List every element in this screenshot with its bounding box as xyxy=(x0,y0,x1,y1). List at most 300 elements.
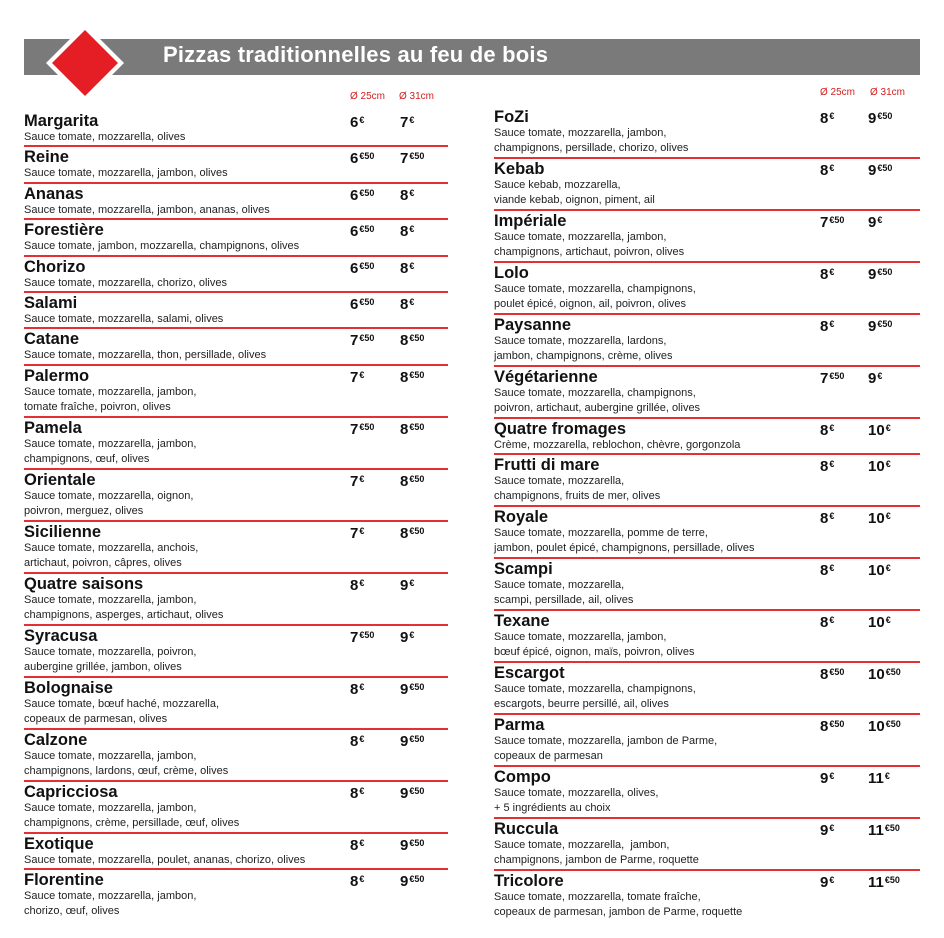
price-small xyxy=(820,510,834,528)
pizza-name: Scampi xyxy=(494,560,553,579)
price-small-euros: 8 xyxy=(820,510,829,528)
size-header-large-right: Ø 31cm xyxy=(870,87,906,98)
pizza-description: Crème, mozzarella, reblochon, chèvre, gorgonzola xyxy=(494,439,741,451)
pizza-description: Sauce tomate, mozzarella, champignons, poivron, artichaut, aubergine grillée, olives xyxy=(494,387,701,414)
pizza-description: Sauce tomate, mozzarella, jambon, champignons, jambon de Parme, roquette xyxy=(494,839,699,867)
price-small xyxy=(350,296,374,314)
price-large xyxy=(400,873,424,891)
menu-item xyxy=(24,111,448,147)
price-small-cents: € xyxy=(829,267,835,277)
price-large-euros: 9 xyxy=(400,836,409,854)
pizza-name: Quatre fromages xyxy=(494,420,627,438)
price-small-euros: 8 xyxy=(820,614,829,632)
price-large xyxy=(400,114,414,132)
price-large xyxy=(400,525,424,543)
pizza-name: Exotique xyxy=(24,834,94,853)
price-large-euros: 10 xyxy=(868,718,885,736)
price-small xyxy=(820,162,834,180)
menu-item xyxy=(24,257,448,293)
pizza-description: Sauce tomate, mozzarella, jambon, champignons, lardons, œuf, crème, olives xyxy=(24,749,229,777)
price-large-euros: 10 xyxy=(868,422,885,439)
price-large xyxy=(868,718,901,736)
price-large-euros: 8 xyxy=(400,259,409,277)
menu-item xyxy=(494,263,920,315)
pizza-name: Catane xyxy=(24,330,80,349)
menu-item xyxy=(24,678,448,730)
price-large xyxy=(400,421,424,439)
menu-item xyxy=(494,715,920,767)
price-small-cents: € xyxy=(359,681,365,692)
menu-item xyxy=(24,834,448,870)
pizza-name: Sicilienne xyxy=(24,522,102,541)
price-small xyxy=(820,318,834,336)
price-small-cents: € xyxy=(829,615,835,626)
price-large xyxy=(400,150,424,168)
menu-item xyxy=(24,366,448,418)
price-large xyxy=(868,458,891,476)
price-large xyxy=(868,562,891,580)
menu-item xyxy=(24,293,448,329)
price-large-euros: 9 xyxy=(868,370,877,387)
price-large xyxy=(868,874,900,892)
price-small-cents: €50 xyxy=(359,151,375,162)
price-small-euros: 8 xyxy=(350,873,359,891)
pizza-name: Chorizo xyxy=(24,257,86,276)
price-large-cents: € xyxy=(885,615,891,626)
pizza-description: Sauce tomate, mozzarella, oignon, poivron, merguez, olives xyxy=(24,489,194,517)
price-small xyxy=(820,110,834,128)
price-small xyxy=(350,681,364,699)
price-small-cents: € xyxy=(359,115,365,125)
price-large-euros: 9 xyxy=(868,110,877,127)
menu-item xyxy=(24,574,448,626)
pizza-description: Sauce tomate, mozzarella, jambon, bœuf épicé, oignon, maïs, poivron, olives xyxy=(494,631,695,659)
pizza-description: Sauce tomate, mozzarella, jambon, ananas, olives xyxy=(24,203,270,216)
price-small xyxy=(350,473,364,491)
menu-column-right xyxy=(494,107,920,923)
price-large-cents: €50 xyxy=(877,111,893,121)
menu-item xyxy=(24,522,448,574)
pizza-description: Sauce tomate, mozzarella, jambon, champignons, artichaut, poivron, olives xyxy=(494,231,685,258)
price-large-cents: € xyxy=(885,459,891,470)
price-small-euros: 7 xyxy=(350,368,359,386)
menu-item xyxy=(24,870,448,922)
price-large-cents: € xyxy=(409,187,415,198)
price-large-euros: 8 xyxy=(400,295,409,313)
price-small xyxy=(350,421,374,439)
price-large-cents: € xyxy=(884,771,890,782)
pizza-name: Végétarienne xyxy=(494,368,598,386)
price-small-cents: € xyxy=(829,163,835,173)
price-small-euros: 8 xyxy=(350,836,359,854)
menu-item xyxy=(494,559,920,611)
pizza-name: Kebab xyxy=(494,160,545,178)
price-small xyxy=(350,223,374,241)
menu-item xyxy=(24,220,448,256)
price-large-euros: 7 xyxy=(400,114,409,131)
size-header-large: Ø 31cm xyxy=(399,91,435,102)
price-small xyxy=(820,666,844,684)
price-small xyxy=(350,114,364,132)
price-large xyxy=(400,577,414,595)
pizza-description: Sauce tomate, mozzarella, olives, + 5 ingrédients au choix xyxy=(494,787,659,815)
menu-item xyxy=(24,418,448,470)
pizza-description: Sauce tomate, mozzarella, lardons, jambon, champignons, crème, olives xyxy=(494,335,673,362)
price-large-cents: € xyxy=(409,629,415,640)
price-large-cents: € xyxy=(885,563,891,574)
price-large xyxy=(400,681,424,699)
pizza-description: Sauce tomate, mozzarella, jambon, champignons, œuf, olives xyxy=(24,437,197,465)
price-small-cents: € xyxy=(829,111,835,121)
price-large xyxy=(868,822,900,840)
pizza-name: Ruccula xyxy=(494,820,559,839)
price-small-cents: €50 xyxy=(829,215,845,225)
price-small-euros: 7 xyxy=(820,214,829,231)
price-small-euros: 6 xyxy=(350,186,359,204)
page-title: Pizzas traditionnelles au feu de bois xyxy=(163,42,549,67)
price-large xyxy=(400,733,424,751)
price-small-cents: € xyxy=(829,875,835,886)
price-small xyxy=(350,369,364,387)
price-large-euros: 9 xyxy=(868,318,877,335)
pizza-name: Forestière xyxy=(24,221,104,240)
price-small-euros: 7 xyxy=(820,370,829,387)
pizza-name: Syracusa xyxy=(24,626,98,645)
price-large-cents: € xyxy=(409,224,415,235)
price-large-euros: 10 xyxy=(868,458,885,476)
menu-item xyxy=(24,470,448,522)
price-small-euros: 8 xyxy=(820,666,829,684)
pizza-description: Sauce tomate, mozzarella, tomate fraîche, copeaux de parmesan, jambon de Parme, roquette xyxy=(494,891,743,919)
price-large xyxy=(400,260,414,278)
price-large xyxy=(868,666,901,684)
price-small-cents: € xyxy=(359,473,365,484)
price-large xyxy=(400,473,424,491)
price-small-cents: €50 xyxy=(359,224,375,235)
price-small-cents: €50 xyxy=(359,187,375,198)
price-large-cents: €50 xyxy=(884,875,900,886)
pizza-name: Escargot xyxy=(494,664,565,683)
price-small-cents: € xyxy=(359,785,365,796)
price-small xyxy=(820,874,834,892)
price-small-cents: € xyxy=(829,771,835,782)
price-small-cents: € xyxy=(829,423,835,433)
price-large-euros: 7 xyxy=(400,150,409,168)
pizza-name: Reine xyxy=(24,148,69,167)
price-small-cents: €50 xyxy=(359,296,375,307)
pizza-description: Sauce tomate, mozzarella, anchois, artichaut, poivron, câpres, olives xyxy=(24,541,199,569)
price-large-cents: €50 xyxy=(877,163,893,173)
price-large-euros: 8 xyxy=(400,186,409,204)
price-small-euros: 6 xyxy=(350,223,359,241)
price-large xyxy=(868,510,891,528)
pizza-description: Sauce tomate, mozzarella, salami, olives xyxy=(24,312,224,325)
pizza-name: Quatre saisons xyxy=(24,574,144,593)
price-small xyxy=(350,785,364,803)
pizza-name: Orientale xyxy=(24,470,96,489)
price-large-cents: € xyxy=(885,511,891,522)
pizza-description: Sauce tomate, mozzarella, jambon, champignons, persillade, chorizo, olives xyxy=(494,127,689,154)
price-large xyxy=(400,296,414,314)
price-large xyxy=(400,369,424,387)
menu-item xyxy=(494,871,920,923)
menu-item xyxy=(24,184,448,220)
price-large xyxy=(400,223,414,241)
price-small xyxy=(820,562,834,580)
price-large-euros: 8 xyxy=(400,472,409,490)
menu-item xyxy=(494,419,920,455)
pizza-name: Tricolore xyxy=(494,872,564,891)
price-large-euros: 10 xyxy=(868,666,885,684)
price-large xyxy=(868,614,891,632)
price-small xyxy=(350,577,364,595)
price-large xyxy=(868,318,892,336)
price-small-euros: 8 xyxy=(820,266,829,283)
price-large-euros: 9 xyxy=(400,784,409,802)
price-large xyxy=(868,110,892,128)
pizza-name: Texane xyxy=(494,612,550,631)
pizza-description: Sauce tomate, mozzarella, scampi, persillade, ail, olives xyxy=(494,579,634,607)
price-small-euros: 6 xyxy=(350,259,359,277)
pizza-description: Sauce tomate, mozzarella, pomme de terre, jambon, poulet épicé, champignons, persillade, olives xyxy=(494,527,755,555)
pizza-name: Royale xyxy=(494,508,549,527)
price-small-cents: €50 xyxy=(359,333,375,344)
price-small xyxy=(350,733,364,751)
pizza-description: Sauce tomate, mozzarella, jambon, tomate fraîche, poivron, olives xyxy=(24,385,197,413)
price-large-cents: €50 xyxy=(409,151,425,162)
price-large-euros: 9 xyxy=(400,576,409,594)
menu-item xyxy=(24,626,448,678)
price-large xyxy=(400,187,414,205)
price-small-euros: 8 xyxy=(350,784,359,802)
price-small xyxy=(820,822,834,840)
price-large-cents: €50 xyxy=(409,874,425,885)
pizza-description: Sauce tomate, mozzarella, champignons, poulet épicé, oignon, ail, poivron, olives xyxy=(494,283,696,310)
price-small xyxy=(820,214,844,232)
menu-item xyxy=(494,367,920,419)
price-small-cents: €50 xyxy=(359,629,375,640)
price-large-cents: €50 xyxy=(885,719,901,730)
price-large-euros: 9 xyxy=(400,732,409,750)
pizza-name: Frutti di mare xyxy=(494,456,600,475)
menu-item xyxy=(494,107,920,159)
price-small xyxy=(820,422,834,440)
price-large-euros: 9 xyxy=(400,628,409,646)
price-small xyxy=(820,770,834,788)
price-large-cents: €50 xyxy=(409,837,425,848)
menu-item xyxy=(494,611,920,663)
price-large-cents: €50 xyxy=(885,667,901,678)
price-large xyxy=(868,266,892,284)
price-small-euros: 9 xyxy=(820,874,829,892)
price-large-euros: 9 xyxy=(868,162,877,179)
menu-item xyxy=(494,767,920,819)
price-small-cents: €50 xyxy=(829,719,845,730)
price-large-euros: 11 xyxy=(868,822,884,840)
price-small xyxy=(350,525,364,543)
price-large-cents: €50 xyxy=(409,525,425,536)
price-large xyxy=(868,770,890,788)
price-small-euros: 6 xyxy=(350,150,359,168)
price-large-euros: 9 xyxy=(400,873,409,891)
price-small-euros: 8 xyxy=(820,562,829,580)
price-small-euros: 7 xyxy=(350,332,359,350)
price-small xyxy=(350,332,374,350)
price-large-cents: €50 xyxy=(409,785,425,796)
pizza-name: Florentine xyxy=(24,871,104,890)
price-large xyxy=(868,370,882,388)
price-small-euros: 8 xyxy=(820,162,829,179)
price-small-cents: €50 xyxy=(359,421,375,432)
pizza-name: Pamela xyxy=(24,418,82,437)
price-large-euros: 8 xyxy=(400,524,409,542)
pizza-name: Impériale xyxy=(494,212,567,230)
price-large-cents: €50 xyxy=(409,369,425,380)
pizza-name: Ananas xyxy=(24,184,84,203)
price-small xyxy=(820,370,844,388)
pizza-description: Sauce tomate, mozzarella, jambon, olives xyxy=(24,167,228,180)
price-small-cents: €50 xyxy=(829,371,845,381)
price-large-cents: €50 xyxy=(409,333,425,344)
menu-item xyxy=(24,730,448,782)
price-large-cents: € xyxy=(877,215,883,225)
price-large-euros: 11 xyxy=(868,770,884,788)
pizza-description: Sauce tomate, mozzarella, jambon, chorizo, œuf, olives xyxy=(24,890,197,918)
pizza-description: Sauce tomate, mozzarella, chorizo, olives xyxy=(24,276,227,289)
price-small-euros: 8 xyxy=(820,458,829,476)
price-large-euros: 8 xyxy=(400,332,409,350)
price-small-cents: € xyxy=(359,837,365,848)
pizza-name: FoZi xyxy=(494,108,529,126)
price-large-euros: 10 xyxy=(868,510,885,528)
pizza-name: Bolognaise xyxy=(24,678,113,697)
price-large-cents: € xyxy=(409,296,415,307)
price-small-euros: 6 xyxy=(350,295,359,313)
price-small xyxy=(350,150,374,168)
price-small-euros: 8 xyxy=(820,318,829,335)
price-large-euros: 9 xyxy=(868,266,877,283)
price-small xyxy=(350,260,374,278)
price-small-euros: 8 xyxy=(820,422,829,439)
pizza-description: Sauce tomate, mozzarella, champignons, escargots, beurre persillé, ail, olives xyxy=(494,683,696,711)
pizza-description: Sauce tomate, bœuf haché, mozzarella, copeaux de parmesan, olives xyxy=(24,697,220,725)
price-small xyxy=(820,266,834,284)
price-large-euros: 8 xyxy=(400,368,409,386)
menu-item xyxy=(494,159,920,211)
size-header-small: Ø 25cm xyxy=(350,91,386,102)
pizza-name: Lolo xyxy=(494,264,529,282)
pizza-description: Sauce tomate, mozzarella, champignons, fruits de mer, olives xyxy=(494,475,661,503)
price-large-euros: 8 xyxy=(400,420,409,438)
price-small-cents: € xyxy=(829,563,835,574)
price-large-cents: €50 xyxy=(409,681,425,692)
price-large xyxy=(868,162,892,180)
diamond-logo-icon xyxy=(44,22,126,104)
price-small xyxy=(820,614,834,632)
price-large-euros: 9 xyxy=(868,214,877,231)
price-small-euros: 8 xyxy=(350,680,359,698)
price-small-cents: € xyxy=(829,511,835,522)
price-large xyxy=(400,332,424,350)
price-large-euros: 10 xyxy=(868,562,885,580)
price-small-cents: €50 xyxy=(359,260,375,271)
price-large-cents: € xyxy=(409,577,415,588)
menu-item xyxy=(24,329,448,365)
price-small-cents: € xyxy=(359,874,365,885)
price-large-cents: €50 xyxy=(877,319,893,329)
price-large xyxy=(400,785,424,803)
pizza-description: Sauce tomate, mozzarella, jambon, champignons, asperges, artichaut, olives xyxy=(24,593,224,621)
pizza-name: Calzone xyxy=(24,730,88,749)
pizza-name: Palermo xyxy=(24,366,90,385)
pizza-name: Paysanne xyxy=(494,316,572,334)
pizza-description: Sauce tomate, mozzarella, poulet, ananas, chorizo, olives xyxy=(24,853,306,866)
menu-item xyxy=(494,315,920,367)
price-small-euros: 8 xyxy=(350,732,359,750)
size-header-small-right: Ø 25cm xyxy=(820,87,856,98)
price-large-cents: € xyxy=(885,423,891,433)
price-small xyxy=(350,629,374,647)
price-large-euros: 9 xyxy=(400,680,409,698)
price-small-euros: 7 xyxy=(350,472,359,490)
pizza-description: Sauce kebab, mozzarella, viande kebab, oignon, piment, ail xyxy=(494,179,655,206)
pizza-description: Sauce tomate, jambon, mozzarella, champignons, olives xyxy=(24,240,300,253)
price-small-euros: 7 xyxy=(350,628,359,646)
price-large-cents: €50 xyxy=(884,823,900,834)
price-small xyxy=(820,718,844,736)
price-large-cents: €50 xyxy=(877,267,893,277)
price-large xyxy=(400,837,424,855)
price-small xyxy=(350,873,364,891)
price-large xyxy=(868,214,882,232)
price-small xyxy=(350,187,374,205)
price-large-euros: 8 xyxy=(400,223,409,241)
price-small-cents: € xyxy=(829,823,835,834)
price-small xyxy=(350,837,364,855)
price-small-cents: € xyxy=(829,319,835,329)
price-small-euros: 8 xyxy=(350,576,359,594)
price-small-euros: 9 xyxy=(820,822,829,840)
pizza-description: Sauce tomate, mozzarella, olives xyxy=(24,131,186,143)
price-large xyxy=(868,422,891,440)
price-large-cents: €50 xyxy=(409,733,425,744)
menu-item xyxy=(494,663,920,715)
pizza-description: Sauce tomate, mozzarella, jambon de Parme, copeaux de parmesan xyxy=(494,735,718,763)
pizza-description: Sauce tomate, mozzarella, thon, persillade, olives xyxy=(24,349,267,362)
menu-item xyxy=(494,507,920,559)
price-small-euros: 7 xyxy=(350,420,359,438)
pizza-name: Parma xyxy=(494,716,545,735)
menu-column-left xyxy=(24,111,448,922)
price-large-cents: € xyxy=(409,260,415,271)
price-small-euros: 7 xyxy=(350,524,359,542)
pizza-description: Sauce tomate, mozzarella, jambon, champignons, crème, persillade, œuf, olives xyxy=(24,801,240,829)
pizza-name: Capricciosa xyxy=(24,782,118,801)
price-large-cents: € xyxy=(409,115,415,125)
price-small-cents: € xyxy=(359,369,365,380)
price-large-euros: 11 xyxy=(868,874,884,892)
price-small-cents: € xyxy=(829,459,835,470)
price-small-cents: € xyxy=(359,577,365,588)
menu-item xyxy=(24,147,448,183)
menu-item xyxy=(494,211,920,263)
price-small-cents: €50 xyxy=(829,667,845,678)
menu-item xyxy=(494,455,920,507)
price-large xyxy=(400,629,414,647)
pizza-description: Sauce tomate, mozzarella, poivron, aubergine grillée, jambon, olives xyxy=(24,645,197,673)
pizza-name: Salami xyxy=(24,293,78,312)
price-small-euros: 8 xyxy=(820,718,829,736)
